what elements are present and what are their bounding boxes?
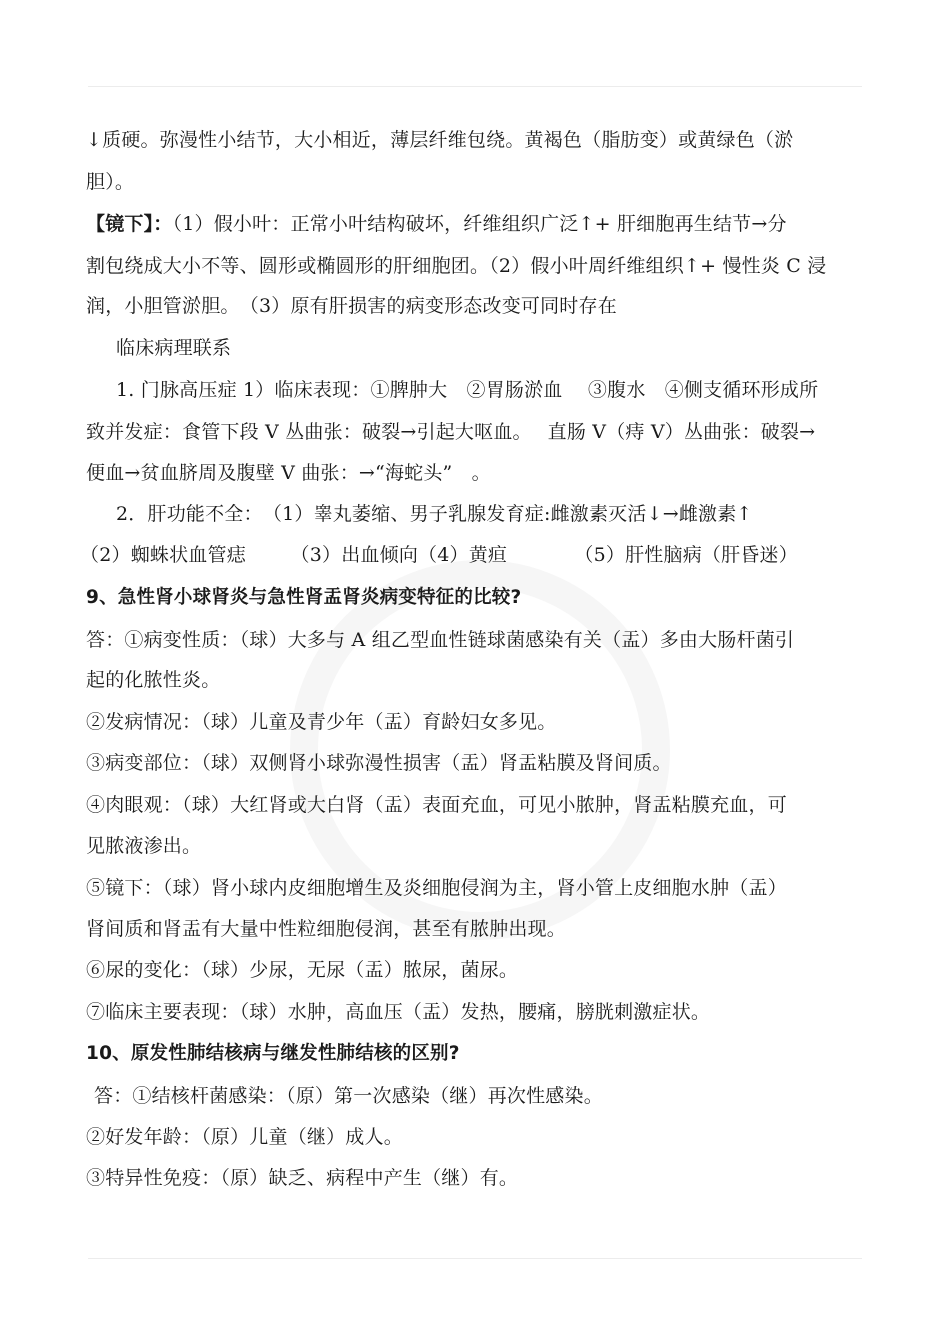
text-line-13: 答：①病变性质：（球）大多与 A 组乙型血性链球菌感染有关（盂）多由大肠杆菌引 — [86, 629, 795, 651]
text-line-21: ⑥尿的变化：（球）少尿，无尿（盂）脓尿，菌尿。 — [86, 959, 519, 981]
text-line-4: 割包绕成大小不等、圆形或椭圆形的肝细胞团。（2）假小叶周纤维组织↑+ 慢性炎 C 浸 — [86, 255, 827, 277]
text-line-25: ②好发年龄：（原）儿童（继）成人。 — [86, 1126, 403, 1148]
text-line-17: ④肉眼观：（球）大红肾或大白肾（盂）表面充血，可见小脓肿，肾盂粘膜充血，可 — [86, 794, 787, 816]
text-line-15: ②发病情况：（球）儿童及青少年（盂）育龄妇女多见。 — [86, 711, 557, 733]
text-line-5: 润，小胆管淤胆。 （3）原有肝损害的病变形态改变可同时存在 — [86, 295, 617, 317]
text-line-19: ⑤镜下：（球）肾小球内皮细胞增生及炎细胞侵润为主，肾小管上皮细胞水肿（盂） — [86, 877, 787, 899]
question-10-heading: 10、原发性肺结核病与继发性肺结核的区别? — [86, 1043, 460, 1064]
text-line-20: 肾间质和肾盂有大量中性粒细胞侵润，甚至有脓肿出现。 — [86, 918, 567, 940]
text-line-18: 见脓液渗出。 — [86, 835, 202, 857]
text-line-24: 答：①结核杆菌感染：（原）第一次感染（继）再次性感染。 — [94, 1085, 603, 1107]
text-line-3 — [86, 212, 876, 236]
text-line-22: ⑦临床主要表现：（球）水肿，高血压（盂）发热，腰痛，膀胱刺激症状。 — [86, 1001, 711, 1023]
header-divider — [88, 86, 862, 87]
question-9-heading: 9、急性肾小球肾炎与急性肾盂肾炎病变特征的比较? — [86, 587, 522, 608]
subheading-clinical: 临床病理联系 — [116, 337, 232, 359]
text-line-2: 胆）。 — [86, 171, 135, 193]
text-line-14: 起的化脓性炎。 — [86, 669, 221, 691]
text-line-1: ↓质硬。弥漫性小结节，大小相近，薄层纤维包绕。黄褐色（脂肪变）或黄绿色（淤 — [86, 129, 794, 151]
text-line-8: 致并发症：食管下段 V 丛曲张：破裂→引起大呕血。 直肠 V（痔 V）丛曲张：破裂→ — [86, 421, 816, 443]
text-line-10: 2．肝功能不全： （1）睾丸萎缩、男子乳腺发育症:雌激素灭活↓→雌激素↑ — [116, 503, 753, 525]
footer-divider — [88, 1258, 862, 1259]
text-line-16: ③病变部位：（球）双侧肾小球弥漫性损害（盂）肾盂粘膜及肾间质。 — [86, 752, 672, 774]
section-label-microscopic: 【镜下】： — [86, 213, 173, 235]
text-line-26: ③特异性免疫：（原）缺乏、病程中产生（继）有。 — [86, 1167, 519, 1189]
text-line-3-content: （1）假小叶：正常小叶结构破坏，纤维组织广泛↑+ 肝细胞再生结节→分 — [172, 213, 787, 235]
text-line-9: 便血→贫血脐周及腹壁 V 曲张：→“海蛇头” 。 — [86, 462, 491, 484]
text-line-7: 1. 门脉高压症 1）临床表现：①脾肿大 ②胃肠淤血 ③腹水 ④侧支循环形成所 — [116, 379, 819, 401]
text-line-11: （2）蜘蛛状血管痣 （3）出血倾向（4）黄疸 （5）肝性脑病（肝昏迷） — [80, 544, 798, 566]
